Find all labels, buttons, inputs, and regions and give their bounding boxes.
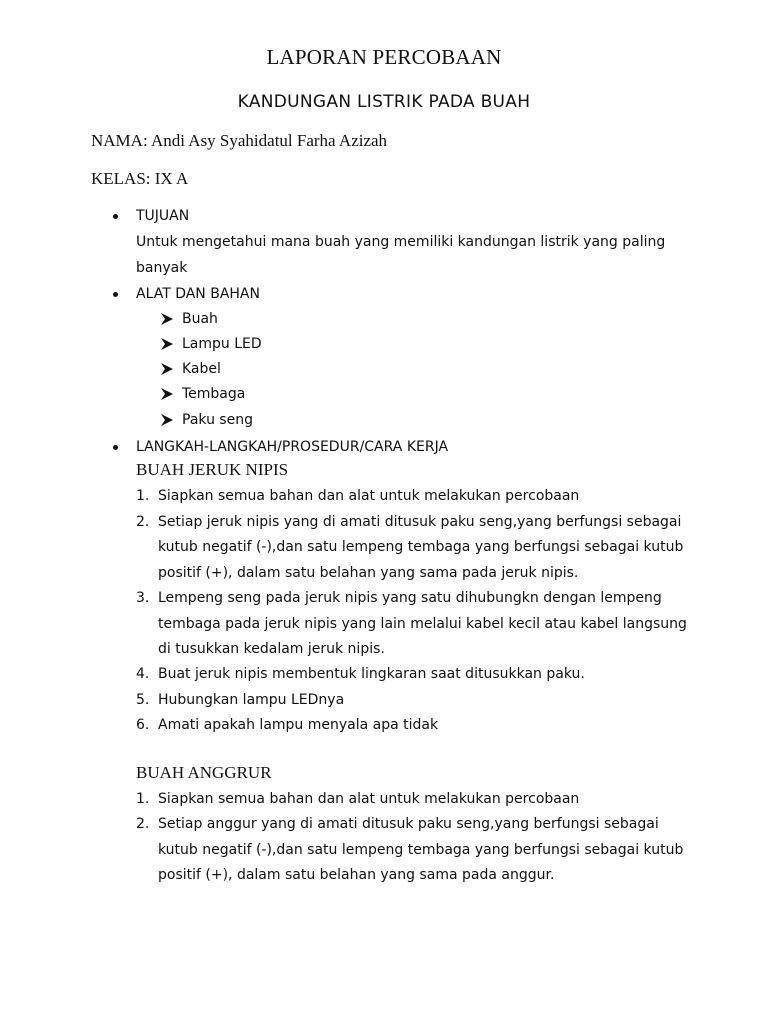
step-text-line: positif (+), dalam satu belahan yang sama pada anggur. (158, 867, 555, 883)
material-label: Tembaga (182, 386, 246, 402)
section-heading: LANGKAH-LANGKAH/PROSEDUR/CARA KERJA (136, 439, 449, 455)
fruit-section-title: BUAH JERUK NIPIS (136, 460, 289, 479)
step-text-line: Hubungkan lampu LEDnya (158, 692, 345, 708)
step-number: 2. (136, 514, 150, 530)
step-number: 3. (136, 590, 150, 606)
bullet-dot-icon (113, 214, 118, 219)
arrowhead-bullet-icon (160, 362, 174, 376)
step-text-line: kutub negatif (-),dan satu lempeng tembaga yang berfungsi sebagai kutub (158, 539, 684, 555)
step-text-line: Setiap anggur yang di amati ditusuk paku seng,yang berfungsi sebagai (158, 816, 659, 832)
step-number: 1. (136, 488, 150, 504)
step-text-line: Setiap jeruk nipis yang di amati ditusuk paku seng,yang berfungsi sebagai (158, 514, 682, 530)
material-label: Lampu LED (182, 336, 262, 352)
arrowhead-bullet-icon (160, 413, 174, 427)
document-title: LAPORAN PERCOBAAN (266, 45, 502, 69)
step-text-line: di tusukkan kedalam jeruk nipis. (158, 641, 385, 657)
step-text-line: Siapkan semua bahan dan alat untuk melakukan percobaan (158, 791, 580, 807)
step-number: 4. (136, 666, 150, 682)
document-subtitle: KANDUNGAN LISTRIK PADA BUAH (237, 92, 531, 112)
step-text-line: Amati apakah lampu menyala apa tidak (158, 717, 439, 733)
arrowhead-bullet-icon (160, 337, 174, 351)
step-text-line: positif (+), dalam satu belahan yang sama pada jeruk nipis. (158, 565, 579, 581)
material-label: Paku seng (182, 412, 254, 428)
step-number: 1. (136, 791, 150, 807)
step-number: 5. (136, 692, 150, 708)
material-label: Kabel (182, 361, 221, 377)
step-text-line: Buat jeruk nipis membentuk lingkaran saat ditusukkan paku. (158, 666, 585, 682)
step-text-line: Siapkan semua bahan dan alat untuk melakukan percobaan (158, 488, 580, 504)
section-heading: TUJUAN (136, 208, 190, 224)
student-class: KELAS: IX A (91, 169, 189, 188)
tujuan-text-line: Untuk mengetahui mana buah yang memiliki kandungan listrik yang paling (136, 234, 666, 250)
step-text-line: Lempeng seng pada jeruk nipis yang satu dihubungkn dengan lempeng (158, 590, 662, 606)
bullet-dot-icon (113, 445, 118, 450)
arrowhead-bullet-icon (160, 312, 174, 326)
arrowhead-bullet-icon (160, 387, 174, 401)
step-text-line: kutub negatif (-),dan satu lempeng tembaga yang berfungsi sebagai kutub (158, 842, 684, 858)
student-name: NAMA: Andi Asy Syahidatul Farha Azizah (91, 131, 388, 150)
material-label: Buah (182, 311, 218, 327)
tujuan-text-line: banyak (136, 260, 188, 276)
step-text-line: tembaga pada jeruk nipis yang lain melalui kabel kecil atau kabel langsung (158, 616, 687, 632)
bullet-dot-icon (113, 292, 118, 297)
step-number: 6. (136, 717, 150, 733)
step-number: 2. (136, 816, 150, 832)
section-heading: ALAT DAN BAHAN (136, 286, 260, 302)
fruit-section-title: BUAH ANGGRUR (136, 763, 272, 782)
